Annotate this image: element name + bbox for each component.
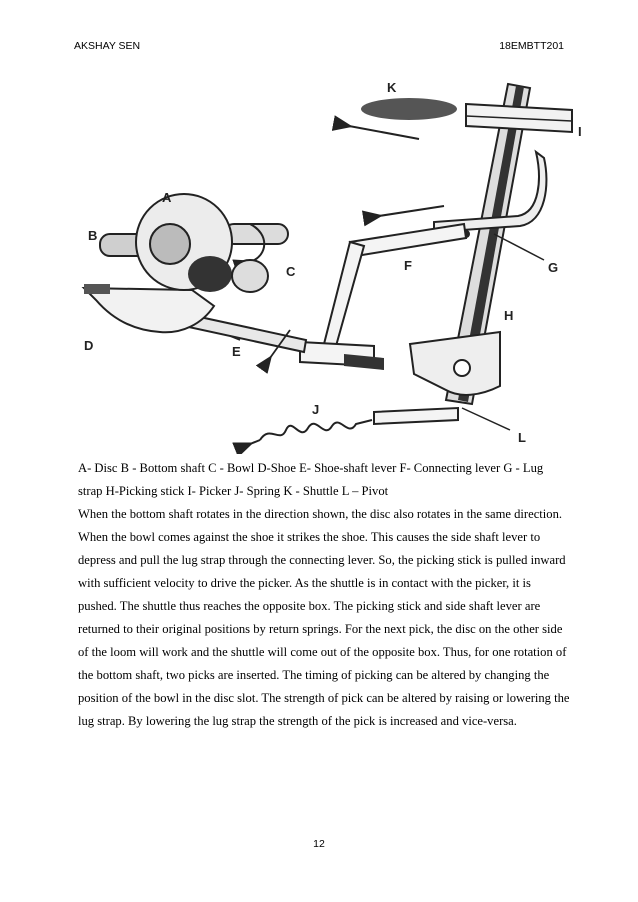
bowl-roller bbox=[232, 260, 268, 292]
pivot-base bbox=[374, 408, 458, 424]
shoe-tip bbox=[84, 284, 110, 294]
page-number: 12 bbox=[313, 838, 325, 850]
figure-label-g: G bbox=[548, 260, 559, 275]
shuttle-direction-arrow bbox=[349, 126, 419, 139]
figure-label-a: A bbox=[162, 190, 172, 205]
figure-label-b: B bbox=[88, 228, 98, 243]
figure-label-k: K bbox=[387, 80, 397, 95]
figure-label-i: I bbox=[578, 124, 582, 139]
spring-tail-arrow bbox=[250, 440, 260, 444]
figure-label-j: J bbox=[312, 402, 320, 417]
picking-mechanism-figure bbox=[74, 74, 584, 454]
bowl bbox=[188, 256, 232, 292]
connecting-lever bbox=[350, 224, 466, 256]
figure-label-f: F bbox=[404, 258, 412, 273]
return-spring bbox=[260, 420, 372, 440]
shoe bbox=[84, 288, 214, 332]
header-code: 18EMBTT201 bbox=[499, 40, 564, 52]
figure-label-h: H bbox=[504, 308, 514, 323]
shoe-shaft-end bbox=[344, 354, 384, 370]
side-shaft-lever bbox=[324, 242, 364, 346]
figure-label-e: E bbox=[232, 344, 241, 359]
pivot-pointer bbox=[462, 408, 510, 430]
connecting-lever-arrow bbox=[379, 206, 444, 216]
header-author: AKSHAY SEN bbox=[74, 40, 141, 52]
figure-label-c: C bbox=[286, 264, 296, 279]
pivot-bolt bbox=[454, 360, 470, 376]
description-paragraph: When the bottom shaft rotates in the direction shown, the disc also rotates in the same direction. When the bowl comes against the shoe it strikes the shoe. This causes the side shaft lever to depress and pull the lug strap through the connecting lever. So, the picking stick is pulled inward with sufficient velocity to drive the picker. As the shuttle is in contact with the picker, it is pushed. The shuttle thus reaches the opposite box. The picking stick and side shaft lever are returned to their original positions by return springs. For the next pick, the disc on the other side of the loom will work and the shuttle will come out of the opposite box. Thus, for one rotation of the bottom shaft, two picks are inserted. The timing of picking can be altered by changing the position of the bowl in the disc slot. The strength of pick can be altered by raising or lowering the lug strap. By lowering the lug strap the strength of the pick is increased and vice-versa. bbox=[78, 507, 570, 728]
shuttle bbox=[361, 98, 457, 120]
disc-hub bbox=[150, 224, 190, 264]
figure-label-d: D bbox=[84, 338, 94, 353]
figure-legend: A- Disc B - Bottom shaft C - Bowl D-Shoe E- Shoe-shaft lever F- Connecting lever G - Lug strap H-Picking stick I- Picker J- Spring K - Shuttle L – Pivot bbox=[78, 461, 544, 498]
figure-label-l: L bbox=[518, 430, 526, 445]
page-header bbox=[74, 40, 564, 54]
body-text bbox=[78, 457, 570, 733]
picking-mechanism-drawing bbox=[74, 74, 584, 454]
